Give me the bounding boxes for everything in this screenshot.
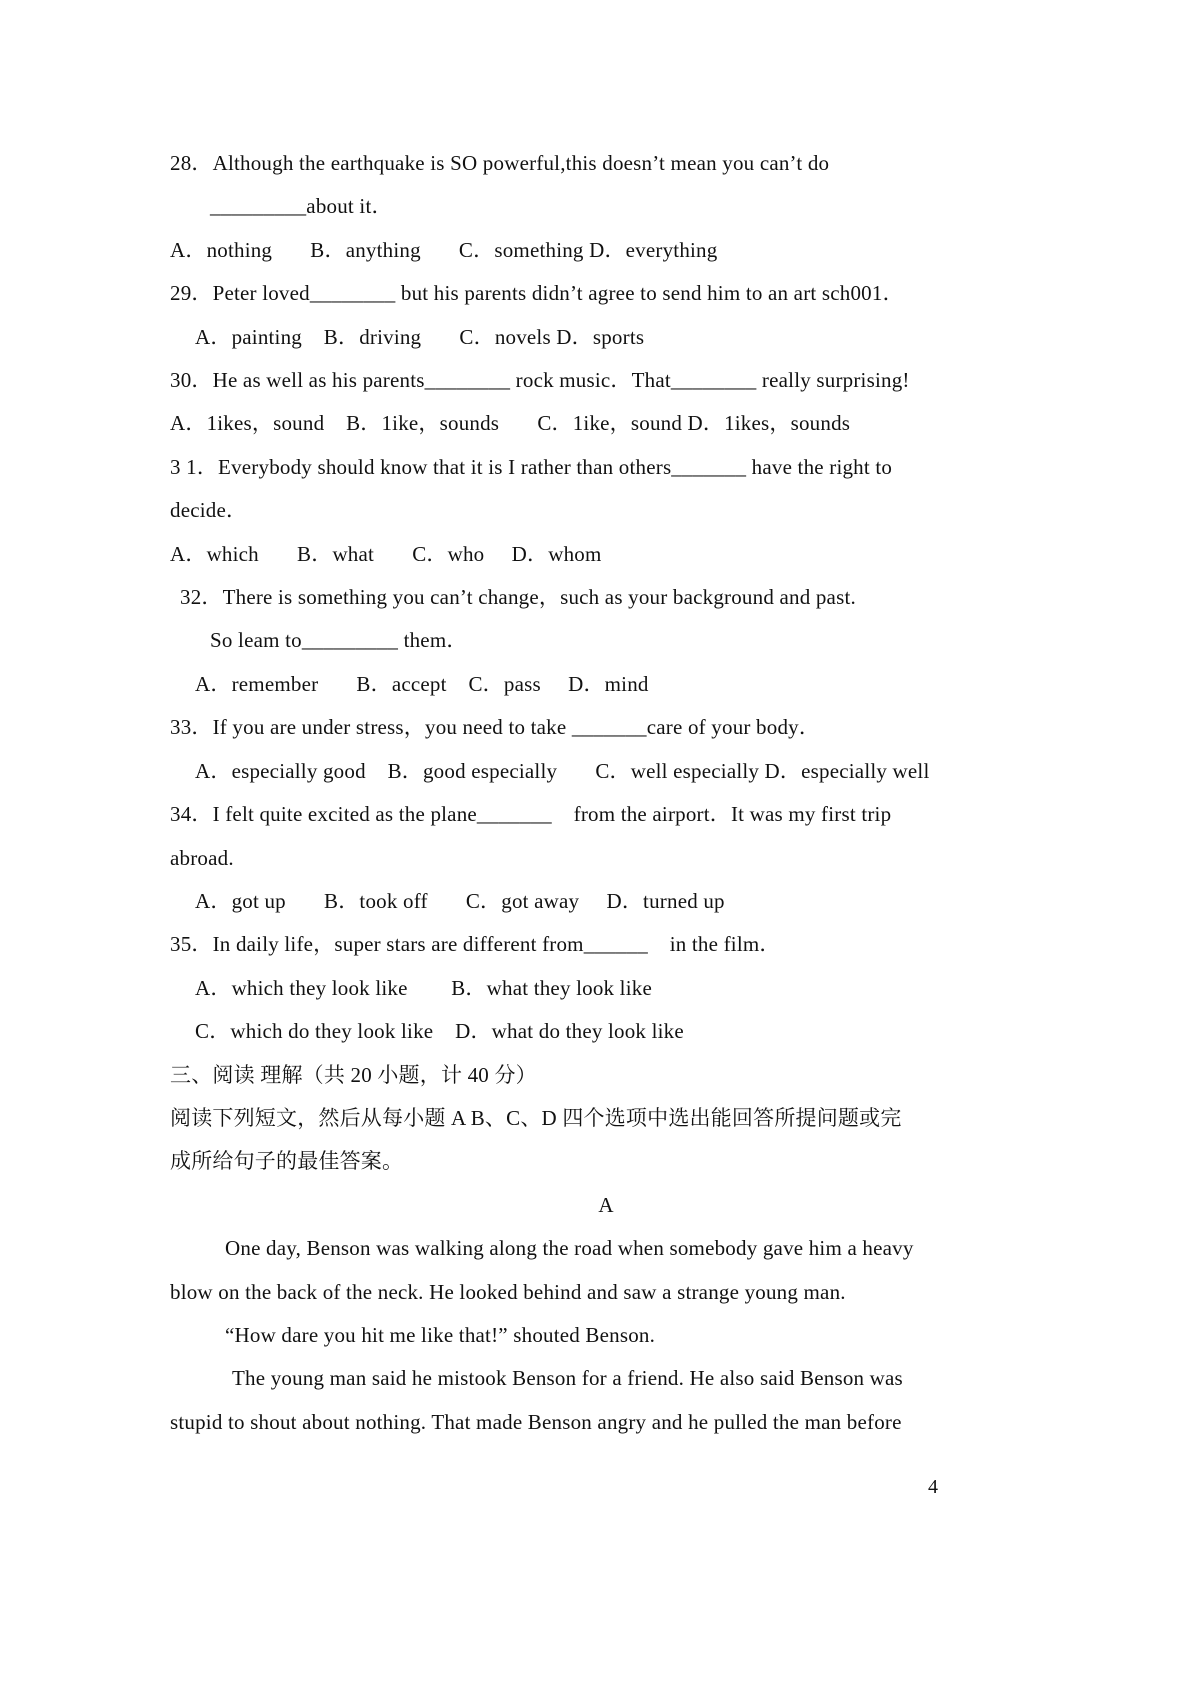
question-31-stem-continued: decide．: [170, 498, 248, 523]
question-31-stem: 3 1．Everybody should know that it is I rather than others_______ have the right to: [170, 454, 893, 479]
question-32-stem: 32．There is something you can’t change，such as your background and past.: [180, 585, 856, 610]
question-34-options: A．got up B．took off C．got away D．turned up: [195, 888, 725, 913]
question-33-options: A．especially good B．good especially C．well especially D．especially well: [195, 758, 930, 783]
page-body: [170, 142, 1042, 1444]
passage-paragraph-3-line-1: The young man said he mistook Benson for a friend. He also said Benson was: [232, 1366, 903, 1391]
question-35-options-cd: C．which do they look like D．what do they look like: [195, 1019, 684, 1044]
question-34-stem: 34．I felt quite excited as the plane_______ from the airport．It was my first trip: [170, 802, 892, 827]
question-33-stem: 33．If you are under stress，you need to take _______care of your body．: [170, 715, 821, 740]
question-29-options: A．painting B．driving C．novels D．sports: [195, 324, 645, 349]
question-30-stem: 30．He as well as his parents________ rock music．That________ really surprising!: [170, 368, 910, 393]
passage-paragraph-1-line-1: One day, Benson was walking along the road when somebody gave him a heavy: [225, 1236, 914, 1261]
question-30-options: A．1ikes，sound B．1ike，sounds C．1ike，sound D．1ikes，sounds: [170, 411, 851, 436]
section-3-heading: 三、阅读 理解（共 20 小题，计 40 分）: [170, 1062, 537, 1087]
passage-paragraph-3-line-2: stupid to shout about nothing. That made Benson angry and he pulled the man before: [170, 1409, 902, 1434]
question-29-stem: 29．Peter loved________ but his parents didn’t agree to send him to an art sch001．: [170, 281, 904, 306]
question-31-options: A．which B．what C．who D．whom: [170, 541, 602, 566]
question-32-stem-continued: So leam to_________ them．: [210, 628, 468, 653]
question-32-options: A．remember B．accept C．pass D．mind: [195, 671, 649, 696]
question-28-stem-continued: _________about it．: [210, 194, 393, 219]
passage-a-label: A: [598, 1192, 614, 1217]
question-28-options: A．nothing B．anything C．something D．everything: [170, 237, 718, 262]
question-35-stem: 35．In daily life，super stars are different from______ in the film．: [170, 932, 781, 957]
passage-paragraph-1-line-2: blow on the back of the neck. He looked behind and saw a strange young man.: [170, 1279, 846, 1304]
question-28-stem: 28．Although the earthquake is SO powerful,this doesn’t mean you can’t do: [170, 151, 830, 175]
passage-paragraph-2-line-1: “How dare you hit me like that!” shouted Benson.: [225, 1322, 656, 1347]
question-34-stem-continued: abroad.: [170, 845, 234, 870]
section-3-instructions-continued: 成所给句子的最佳答案。: [170, 1149, 404, 1174]
section-3-instructions: 阅读下列短文，然后从每小题 A B、C、D 四个选项中选出能回答所提问题或完: [170, 1105, 902, 1130]
question-35-options-ab: A．which they look like B．what they look like: [195, 975, 652, 1000]
page-number: 4: [928, 1476, 938, 1498]
